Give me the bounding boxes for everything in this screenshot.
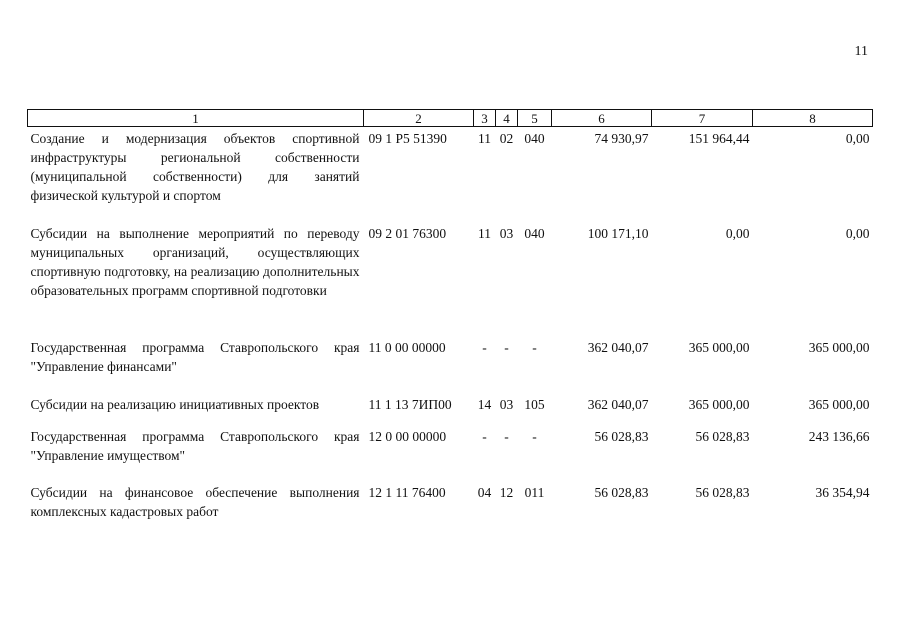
row-amount-col8: 36 354,94 <box>815 485 870 500</box>
row-amount-col7: 365 000,00 <box>688 340 750 355</box>
table-header-row <box>28 110 873 127</box>
budget-table <box>27 109 873 523</box>
row-amount-col7: 56 028,83 <box>695 429 750 444</box>
row-type: - <box>532 429 537 444</box>
table-row <box>28 336 873 393</box>
row-type: 040 <box>524 226 545 241</box>
row-section: 11 <box>478 226 491 241</box>
row-name: Субсидии на выполнение мероприятий по переводу муниципальных организаций, осуществляющих спортивную подготовку, на реализацию дополнительных образовательных программ спортивной подготовки <box>30 226 360 298</box>
row-section: 04 <box>477 485 492 500</box>
page-number: 11 <box>854 44 868 59</box>
row-amount-col8: 365 000,00 <box>808 397 870 412</box>
row-amount-col6: 100 171,10 <box>587 226 649 241</box>
row-amount-col6: 362 040,07 <box>587 397 649 412</box>
row-code: 09 1 Р5 51390 <box>368 131 447 146</box>
row-subsection: 03 <box>499 397 514 412</box>
row-name: Государственная программа Ставропольского края "Управление финансами" <box>30 340 360 374</box>
row-subsection: - <box>504 340 509 355</box>
row-type: 105 <box>524 397 545 412</box>
row-section: 14 <box>477 397 492 412</box>
row-amount-col7: 0,00 <box>725 226 750 241</box>
row-name: Государственная программа Ставропольского края "Управление имуществом" <box>30 429 360 463</box>
row-type: - <box>532 340 537 355</box>
row-section: - <box>482 340 487 355</box>
column-header: 5 <box>518 110 552 127</box>
row-amount-col7: 365 000,00 <box>688 397 750 412</box>
row-amount-col6: 56 028,83 <box>594 429 649 444</box>
row-type: 040 <box>524 131 545 146</box>
row-code: 11 1 13 7ИП00 <box>368 397 452 412</box>
row-name: Создание и модернизация объектов спортивной инфраструктуры региональной собственности (муниципальной собственности) для занятий физической культурой и спортом <box>30 131 360 203</box>
table-row <box>28 425 873 481</box>
column-header: 2 <box>364 110 474 127</box>
row-amount-col6: 362 040,07 <box>587 340 649 355</box>
row-code: 12 1 11 76400 <box>368 485 446 500</box>
table-row <box>28 393 873 425</box>
row-amount-col7: 56 028,83 <box>695 485 750 500</box>
column-header: 4 <box>496 110 518 127</box>
column-header: 8 <box>753 110 873 127</box>
column-header: 3 <box>474 110 496 127</box>
table-row <box>28 481 873 523</box>
row-name: Субсидии на финансовое обеспечение выполнения комплексных кадастровых работ <box>30 485 360 519</box>
column-header: 7 <box>652 110 753 127</box>
table-row <box>28 127 873 223</box>
row-subsection: - <box>504 429 509 444</box>
column-header: 1 <box>28 110 364 127</box>
row-code: 09 2 01 76300 <box>368 226 447 241</box>
table-row <box>28 222 873 336</box>
column-header: 6 <box>552 110 652 127</box>
row-name: Субсидии на реализацию инициативных проектов <box>30 397 320 412</box>
row-code: 11 0 00 00000 <box>368 340 446 355</box>
row-amount-col8: 0,00 <box>845 131 870 146</box>
row-amount-col8: 0,00 <box>845 226 870 241</box>
row-section: 11 <box>478 131 491 146</box>
row-subsection: 03 <box>499 226 514 241</box>
row-amount-col8: 365 000,00 <box>808 340 870 355</box>
row-amount-col8: 243 136,66 <box>808 429 870 444</box>
row-amount-col7: 151 964,44 <box>688 131 750 146</box>
row-section: - <box>482 429 487 444</box>
row-amount-col6: 56 028,83 <box>594 485 649 500</box>
row-amount-col6: 74 930,97 <box>594 131 649 146</box>
row-type: 011 <box>524 485 545 500</box>
row-code: 12 0 00 00000 <box>368 429 447 444</box>
row-subsection: 02 <box>499 131 514 146</box>
row-subsection: 12 <box>499 485 514 500</box>
